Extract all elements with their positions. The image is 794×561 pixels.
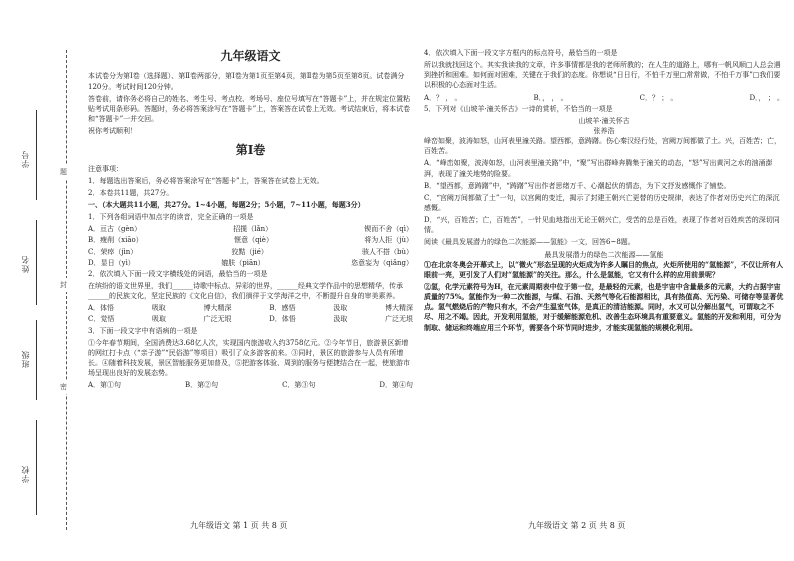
question-3-text: ①今年春节期间，全国消费达3.68亿人次，实现国内旅游收入约3758亿元。②今年节日，旅游景区新增的网红打卡点（“亲子游”“民俗游”等项目）吸引了众多游客前来。③同时，景区的旅游参与人员有所增长。④随着科技发展，景区智能服务更加普及，⑤把游客体验、周到的服务与便捷结合在一起，使旅游市场呈现出良好的发展态势。: [88, 338, 410, 378]
seal-char-feng: 封: [60, 278, 67, 292]
page-2: [424, 48, 784, 335]
name-line: [36, 220, 37, 305]
reading-title: 最具发展潜力的绿色二次能源——氢能: [544, 250, 664, 259]
school-label: 学校: [21, 465, 30, 483]
question-4: 4．依次填入下面一段文字方框内的标点符号，最恰当的一项是: [424, 49, 618, 57]
q1-option-a: A．亘古（gèn） 招揽（lǎn） 锲而不舍（qì）: [88, 225, 413, 234]
page-footer: 九年级语文 第 2 页 共 8 页: [528, 521, 626, 530]
q5-option-c: C．“宫阙万间都做了土”一句，以宫阙的变迁，揭示了封建王朝兴亡更替的历史规律，表达了作者对历史兴亡的深沉感慨。: [424, 193, 780, 212]
seal-char-mi: 密: [60, 380, 67, 394]
reading-para-2: ②氢，化学元素符号为H，在元素周期表中位于第一位，是最轻的元素，也是宇宙中含量最多的元素，大约占据宇宙质量的75%。氢能作为一种二次能源，与煤、石油、天然气等化石能源相比，具有热值高、无污染、可储存等显著优点。氢气燃烧后的产物只有水，不会产生温室气体，是真正的清洁能源。同时，水又可以分解出氢气，可谓取之不尽、用之不竭。因此，开发利用氢能，对于缓解能源危机、改善生态环境具有重要意义。氢能的开发和利用，可分为制取、储运和终端应用三个环节，需要各个环节同时进步，才能实现氢能的规模化利用。: [424, 281, 784, 332]
page-footer: 九年级语文 第 1 页 共 8 页: [190, 521, 288, 530]
exam-title: 九年级语文: [220, 49, 281, 63]
note-item: 1．每题选出答案后，务必将答案涂写在“答题卡”上，答案答在试卷上无效。: [88, 176, 324, 185]
q1-option-d: D．显日（yì） 媲肤（piān） 恣意妄为（qiǎng）: [88, 258, 413, 267]
intro-wish: 祝你考试顺利！: [88, 127, 137, 136]
q2-options-row: A．体悟 吸取 博大精深 B．感悟 汲取 博大精深: [88, 304, 413, 313]
notes-heading: 注意事项：: [88, 164, 123, 173]
q2-options-row: C．觉悟 吸取 广泛无垠 D．体悟 汲取 广泛无垠: [88, 315, 413, 324]
question-3: 3．下面一段文字中有语病的一项是: [88, 326, 198, 335]
binding-margin: [0, 0, 88, 561]
q5-option-d: D．“兴，百姓苦；亡，百姓苦”，一针见血地指出无论王朝兴亡，受苦的总是百姓，表现了作者对百姓疾苦的深切同情。: [424, 216, 780, 235]
name-label: 姓名: [21, 255, 30, 273]
seal-char-ti: 题: [60, 165, 67, 179]
q1-option-b: B．瘦削（xiāo） 惬意（qiè） 将为人拒（jù）: [88, 236, 413, 245]
intro-para: 答卷前，请你务必将自己的姓名、考生号、考点校、考场号、座位号填写在“答题卡”上，并在规定位置粘贴考试用条形码。答题时，务必将答案涂写在“答题卡”上，答案答在试卷上无效。考试结束后，将本试卷和“答题卡”一并交回。: [88, 94, 411, 123]
intro-para: 本试卷分为第Ⅰ卷（选择题）、第Ⅱ卷两部分，第Ⅰ卷为第1页至第4页，第Ⅱ卷为第5页至第8页。试卷满分120分。考试时间120分钟。: [88, 72, 405, 91]
volume-title: 第Ⅰ卷: [235, 143, 266, 158]
school-line: [36, 420, 37, 515]
question-5: 5．下列对《山坡羊·潼关怀古》一诗的赏析，不恰当的一项是: [424, 104, 613, 113]
reading-para-1: ①在北京冬奥会开幕式上，以“微火”形态呈现的火炬成为许多人瞩目的焦点，火炬所使用的“氢能源”，不仅让所有人眼前一亮，更引发了人们对“氢能源”的关注。那么，什么是氢能，它又有什么样的应用前景呢？: [424, 259, 784, 279]
reading-intro: 阅读《最具发展潜力的绿色二次能源——氢能》一文，回答6~8题。: [424, 238, 635, 247]
question-4-text: 所以我就找回这个。其实我读我的文章，许多事情都是我的老师所教的；在人生的道路上，哪有一帆风顺□人总会遇到挫折和困难。如何面对困难，关键在于我们的态度。你想说“日日行，不怕千万里□常常做，不怕千万事”□我们要以积极的心态面对生活。: [424, 61, 781, 90]
class-label: 班级: [21, 350, 30, 368]
page-1: [88, 48, 413, 391]
question-2: 2．依次填入下面一段文字横线处的词语，最恰当的一项是: [88, 269, 268, 278]
student-id-line: [36, 110, 37, 200]
q1-option-c: C．荣瘁（jìn） 狡黠（jié） 骇人不搭（bù）: [88, 247, 413, 256]
note-item: 2．本卷共11题，共27分。: [88, 188, 174, 197]
student-id-label: 学号: [21, 150, 30, 168]
poem-title: 山坡羊·潼关怀古: [578, 116, 630, 125]
section-heading: 一、（本大题共11小题，共27分。1~4小题，每题2分；5小题，7~11小题，每题3分）: [88, 200, 365, 210]
question-2-text: 在缤纷的语文世界里，我们______诗歌中标点、异彩的世界，______经典文学作品中的思想精华，传承______的民族文化，坚定民族的《文化自信》，我们徜徉于文学海洋之中，不断提升自身的审美素养。: [88, 282, 403, 301]
q3-options: A．第①句 B．第②句 C．第③句 D．第④句: [88, 381, 413, 390]
q5-option-b: B．“望西都，意踌躇”中，“踌躇”写出作者思绪万千、心潮起伏的情态，为下文抒发感慨作了铺垫。: [424, 181, 731, 190]
poem-text: 峰峦如聚，波涛如怒，山河表里潼关路。望西都，意踌躇。伤心秦汉经行处，宫阙万间都做了土。兴，百姓苦；亡，百姓苦。: [424, 137, 781, 156]
q5-option-a: A．“峰峦如聚，波涛如怒，山河表里潼关路”中，“聚”写出群峰奔腾集于潼关的动态，“怒”写出黄河之水的汹涌澎湃，表现了潼关地势的险要。: [424, 159, 773, 178]
question-1: 1．下列各组词语中加点字的读音，完全正确的一项是: [88, 213, 254, 222]
poem-author: 张养浩: [593, 126, 615, 135]
class-line: [36, 320, 37, 400]
q4-options: A．？ ， 。 B．， ， 。 C．？ ； 。 D．， ； 。: [424, 93, 784, 102]
